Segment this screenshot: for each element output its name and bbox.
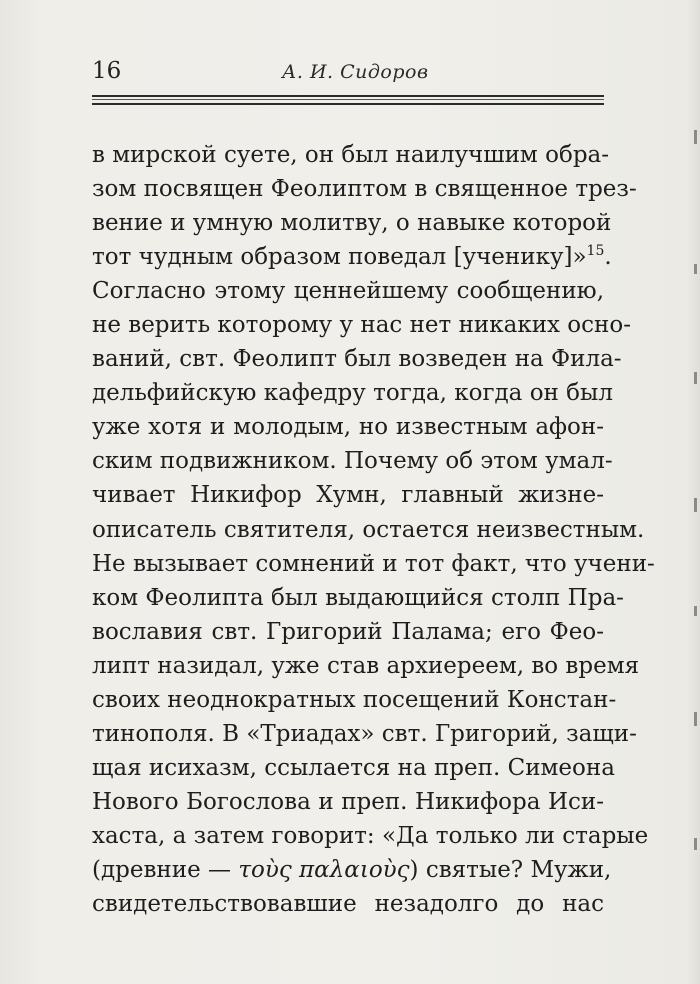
- text-line: Нового Богослова и преп. Никифора Иси-: [92, 788, 604, 815]
- text-line: щая исихазм, ссылается на преп. Симеона: [92, 754, 615, 781]
- header-rule-bottom: [92, 103, 604, 105]
- header-rule-top: [92, 95, 604, 97]
- text-line: тинополя. В «Триадах» свт. Григорий, защи-: [92, 720, 637, 747]
- text-line: чивает Никифор Хумн, главный жизне-: [92, 482, 604, 509]
- page-header: [92, 56, 604, 90]
- text-line: ским подвижником. Почему об этом умал-: [92, 448, 613, 475]
- text-line-content: тот чудным образом поведал [ученику]»: [92, 244, 587, 271]
- text-line: ком Феолипта был выдающийся столп Пра-: [92, 584, 624, 611]
- text-line: тот чудным образом поведал [ученику]»$^{15}$.: [92, 243, 612, 271]
- text-line: своих неоднократных посещений Констан-: [92, 686, 617, 713]
- text-line: ваний, свт. Феолипт был возведен на Фила-: [92, 346, 622, 373]
- page-edge-mark: [694, 372, 697, 384]
- body-text: [92, 138, 655, 921]
- page-edge-mark: [694, 130, 697, 144]
- header-rule-middle: [92, 99, 604, 100]
- text-line-tail: ) святые? Мужи,: [409, 856, 612, 883]
- text-line: вославия свт. Григорий Палама; его Фео-: [92, 618, 604, 645]
- text-line: описатель святителя, остается неизвестным.: [92, 516, 645, 543]
- running-head: А. И. Сидоров: [282, 61, 429, 83]
- text-line: [92, 853, 612, 887]
- page-edge-mark: [694, 264, 697, 274]
- text-line: свидетельствовавшие незадолго до нас: [92, 891, 604, 918]
- page-edge-mark: [694, 838, 697, 850]
- page-edge-shadow: [686, 0, 700, 984]
- page-edge-mark: [694, 498, 697, 512]
- page-edge-mark: [694, 606, 697, 616]
- text-line: хаста, а затем говорит: «Да только ли старые: [92, 822, 649, 849]
- text-line: зом посвящен Феолиптом в священное трез-: [92, 176, 637, 203]
- footnote-reference: 15: [586, 243, 605, 260]
- text-line: Согласно этому ценнейшему сообщению,: [92, 278, 604, 305]
- text-line: вение и умную молитву, о навыке которой: [92, 210, 612, 237]
- page-edge-mark: [694, 712, 697, 726]
- text-line-content: (древние —: [92, 856, 231, 883]
- text-line: липт назидал, уже став архиереем, во время: [92, 652, 640, 679]
- text-line: уже хотя и молодым, но известным афон-: [92, 414, 604, 441]
- text-line: в мирской суете, он был наилучшим обра-: [92, 142, 610, 168]
- text-line: не верить которому у нас нет никаких осно-: [92, 312, 631, 339]
- text-line: дельфийскую кафедру тогда, когда он был: [92, 380, 613, 407]
- text-line: Не вызывает сомнений и тот факт, что учени-: [92, 550, 655, 577]
- page-number: 16: [92, 58, 122, 84]
- greek-phrase: τοὺς παλαιοὺς: [238, 856, 410, 883]
